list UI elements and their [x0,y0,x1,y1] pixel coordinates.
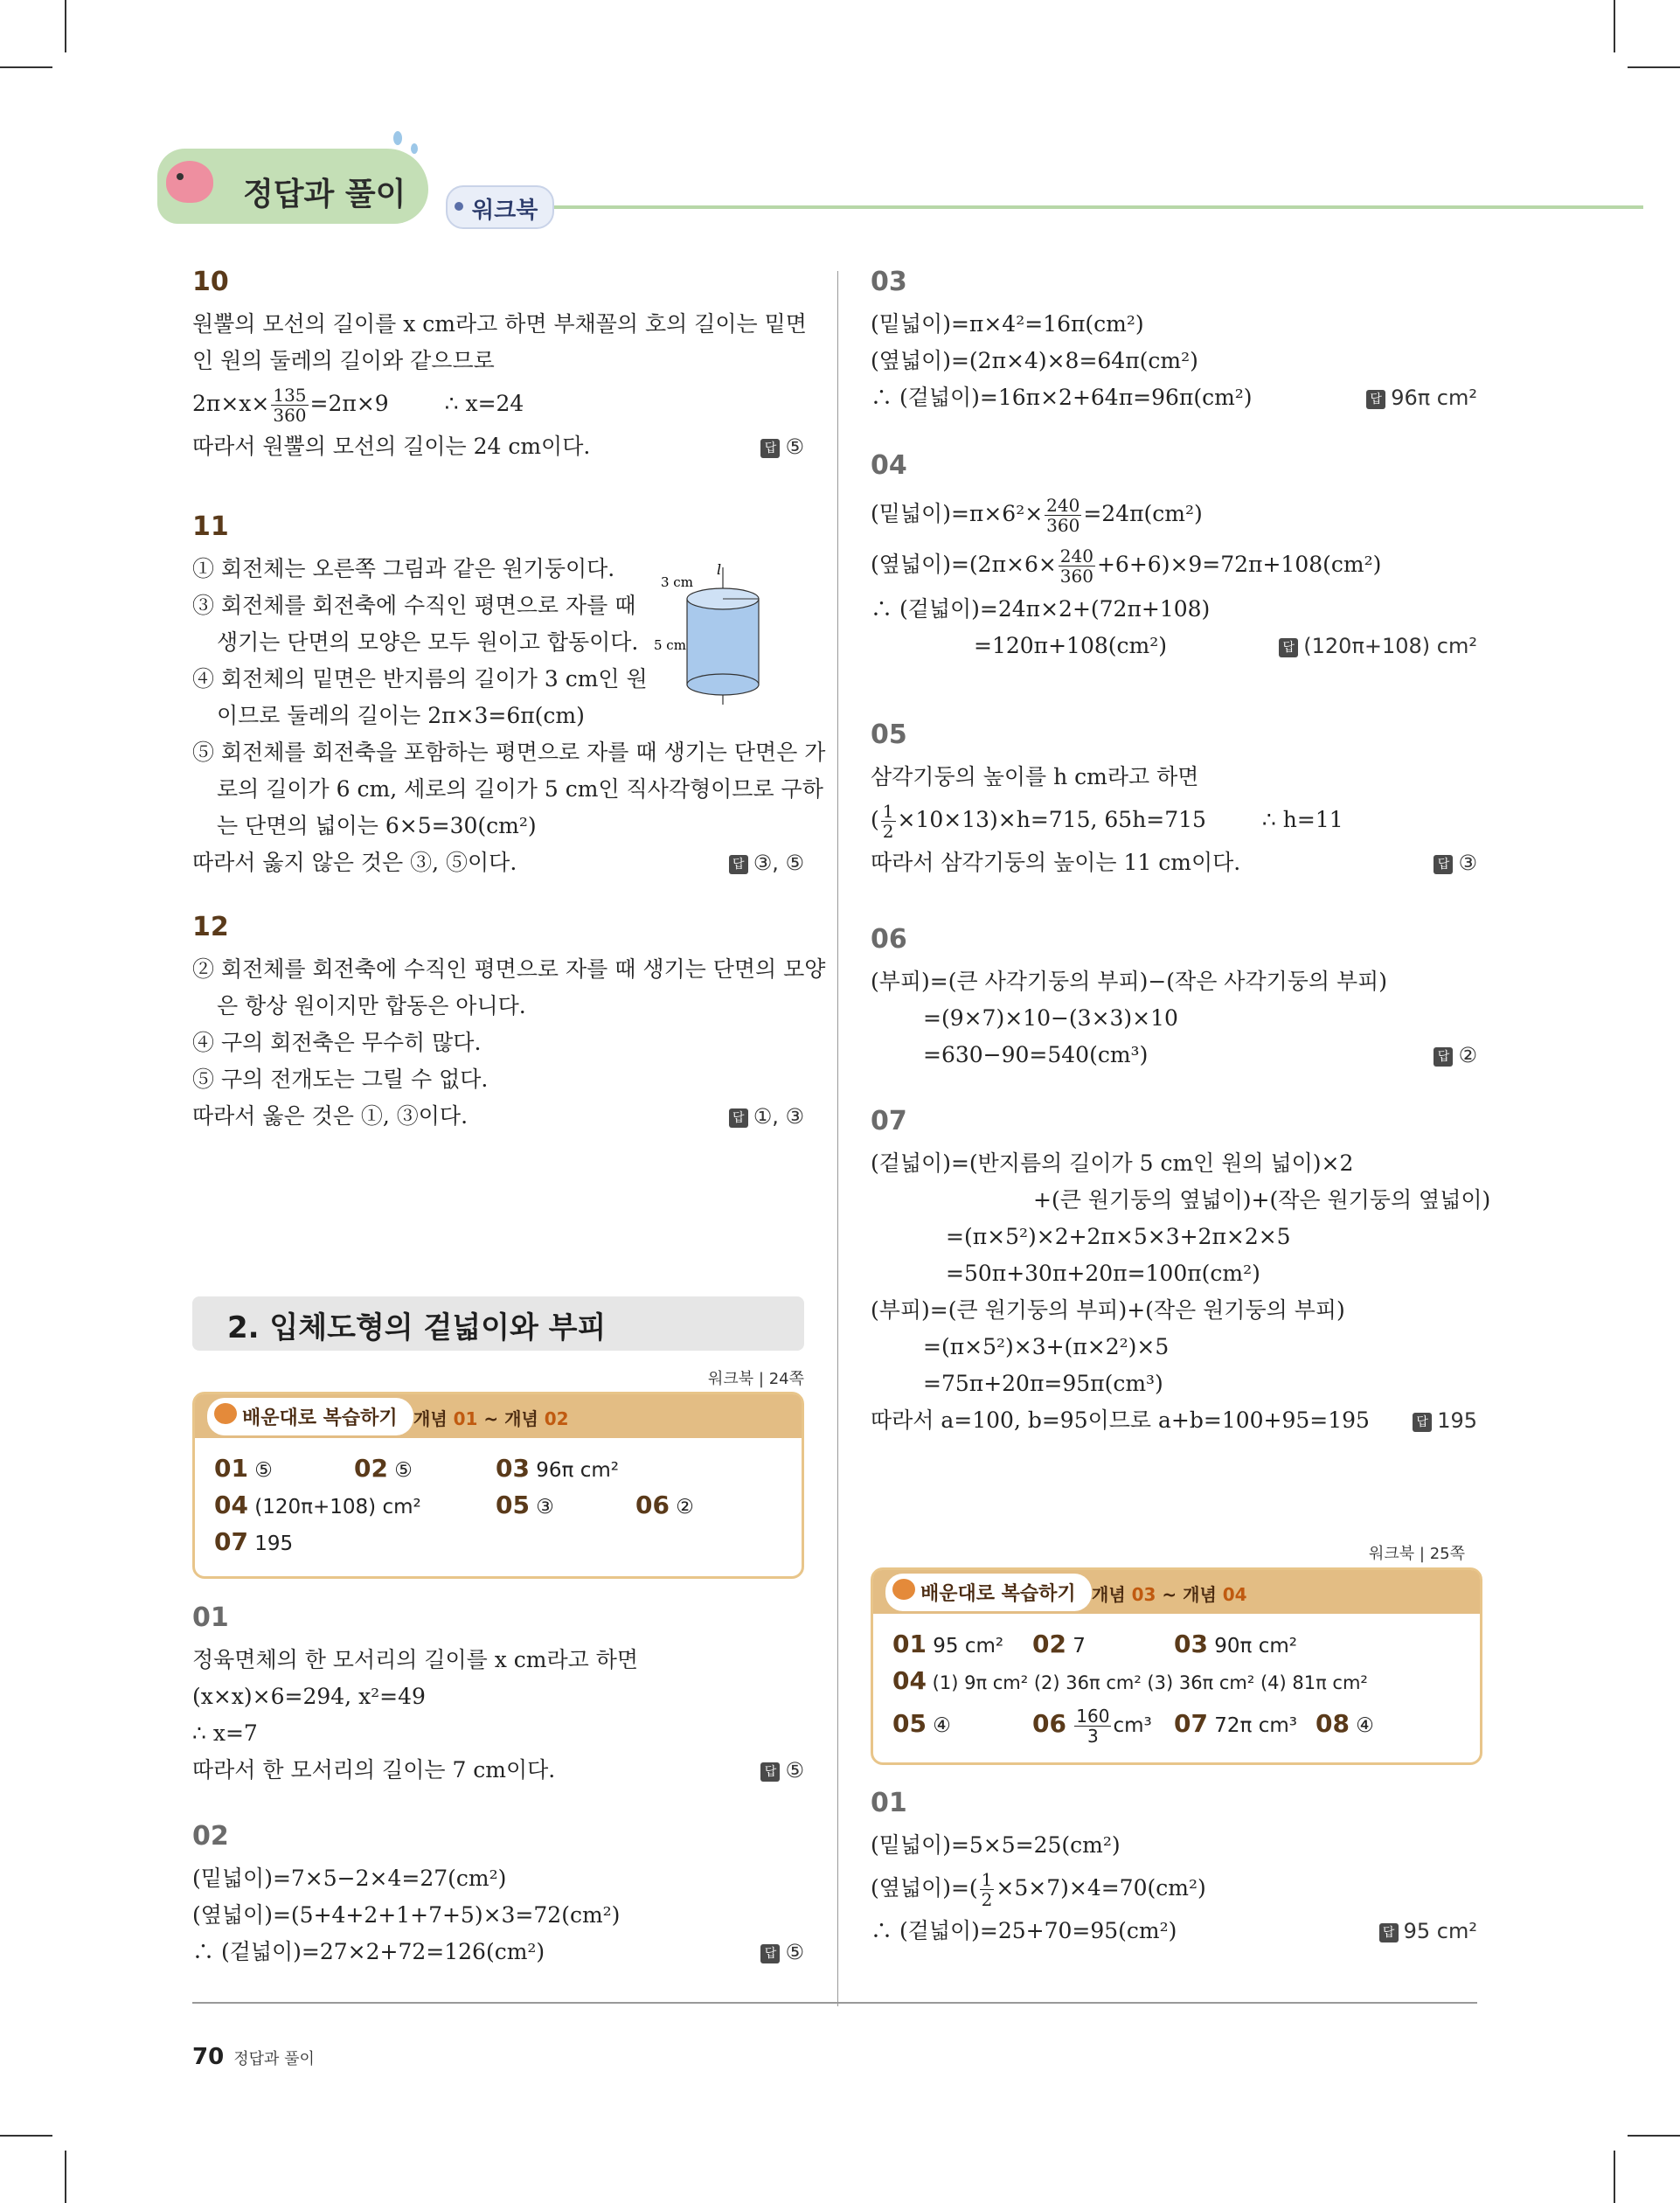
concept-text: 개념 [413,1408,454,1429]
text-line [192,1752,804,1789]
review-row [214,1487,821,1524]
fraction-denominator: 360 [1046,515,1080,536]
answer-value: 195 [1437,1408,1477,1433]
concept-text: 개념 [1092,1584,1132,1605]
cylinder-bottom [687,674,759,695]
text-line: (밑넓이)=π×4²=16π(cm²) [871,311,1144,337]
item-number: 05 [892,1709,927,1738]
review-item [1032,1699,1152,1750]
answer-icon: 답 [1379,1923,1399,1942]
review-item [214,1450,273,1489]
text-line: ⑤ 구의 전개도는 그릴 수 없다. [192,1067,489,1092]
review-item [496,1487,554,1525]
radius-label: 3 cm [661,574,693,590]
item-answer: ⑤ [254,1459,273,1482]
text-line [871,1402,1477,1439]
math-text: =24π(cm²) [1083,501,1203,526]
answer-badge [1279,628,1477,664]
problem-10 [192,267,807,465]
review-row [214,1524,821,1560]
water-drop-icon [411,143,418,154]
answer-value: 96π cm² [1391,386,1477,410]
review-item [496,1450,619,1489]
review-item [214,1524,293,1562]
cylinder-body [687,599,759,685]
concept-number: 02 [544,1408,569,1429]
text-line: ② 회전체를 회전축에 수직인 평면으로 자를 때 생기는 단면의 모양 [192,956,826,982]
conclusion-text: 따라서 삼각기둥의 높이는 11 cm이다. [871,850,1241,875]
text-line: =(9×7)×10−(3×3)×10 [923,1005,1178,1031]
text-line: 이므로 둘레의 길이는 2π×3=6π(cm) [217,703,585,728]
review-header [873,1570,1480,1614]
review-concept-range [413,1405,569,1430]
conclusion-text: ∴ (겉넓이)=27×2+72=126(cm²) [192,1939,545,1964]
water-drop-icon [393,131,402,145]
text-line: 로의 길이가 6 cm, 세로의 길이가 5 cm인 직사각형이므로 구하 [217,776,823,802]
review-tag [207,1398,413,1435]
review-concept-range [1092,1581,1247,1606]
review-header [195,1394,802,1438]
answer-value: ⑤ [785,1758,804,1783]
header-title: 정답과 풀이 [243,177,406,212]
conclusion-text: ∴ (겉넓이)=25+70=95(cm²) [871,1918,1177,1943]
fraction [1059,546,1095,586]
item-number: 06 [635,1491,670,1519]
item-answer: 72π cm³ [1214,1714,1297,1737]
problem-11 [192,511,826,881]
crop-mark [0,2135,52,2137]
column-divider [837,271,838,2006]
text-line: ∴ x=7 [192,1720,258,1746]
conclusion-text: ∴ (겉넓이)=16π×2+64π=96π(cm²) [871,385,1253,410]
whale-mascot-icon [166,161,213,203]
math-text: =2π×9 [309,391,389,416]
text-line: +(큰 원기둥의 옆넓이)+(작은 원기둥의 옆넓이) [1033,1187,1491,1213]
item-number: 08 [1316,1709,1350,1738]
equation-line [871,796,1477,844]
item-number: 04 [892,1666,927,1695]
review-item [892,1663,1368,1701]
item-number: 01 [214,1454,248,1483]
review-row [214,1450,821,1487]
fraction-denominator: 2 [882,821,894,842]
text-line [871,628,1477,664]
fraction [980,1870,995,1909]
question-06 [871,924,1477,1074]
answer-badge [729,1098,804,1135]
fraction-denominator: 2 [981,1889,993,1910]
problem-number: 11 [192,511,229,542]
text-line: ⑤ 회전체를 회전축을 포함하는 평면으로 자를 때 생기는 단면은 가 [192,740,826,765]
text-line: 삼각기둥의 높이를 h cm라고 하면 [871,764,1199,789]
answer-badge [1366,379,1477,416]
answer-badge [760,1752,804,1789]
problem-number: 10 [192,267,229,297]
text-line: (x×x)×6=294, x²=49 [192,1684,426,1709]
answer-value: ② [1458,1043,1477,1067]
concept-number: 01 [453,1408,478,1429]
problem-number: 06 [871,924,907,955]
review-item [214,1487,421,1525]
text-line [192,844,804,881]
question-01-b [871,1788,1477,1949]
concept-text: ~ 개념 [477,1408,545,1429]
item-answer: ③ [536,1496,554,1518]
question-04 [871,450,1477,664]
equation-line [871,539,1477,591]
item-number: 04 [214,1491,248,1519]
answer-badge [729,844,804,881]
crop-mark [1628,66,1680,68]
text-line [871,1913,1477,1949]
text-line [871,1037,1477,1074]
math-text: ×10×13)×h=715, 65h=715 [897,807,1206,832]
page-number: 70 [192,2044,225,2070]
answer-badge [1434,1037,1477,1074]
question-05 [871,719,1477,881]
review-answers [214,1450,821,1560]
text-line [192,428,804,465]
fox-mascot-icon [892,1579,915,1600]
fraction-numerator: 135 [273,385,307,406]
fraction-denominator: 3 [1087,1726,1099,1747]
review-item [1032,1626,1086,1664]
review-item [635,1487,694,1525]
fraction-numerator: 1 [882,801,894,822]
workbook-page-ref: 워크북 | 25쪽 [1369,1545,1465,1563]
item-answer: 195 [254,1532,294,1555]
page-header [157,131,1643,227]
review-item [1174,1699,1297,1750]
crop-mark [65,2151,66,2203]
item-number: 03 [496,1454,530,1483]
fraction [1045,496,1081,535]
fraction-numerator: 240 [1046,495,1080,516]
fraction [271,386,308,425]
text-line: 원뿔의 모선의 길이를 x cm라고 하면 부채꼴의 호의 길이는 밑면 [192,311,807,337]
text-line: (옆넓이)=(2π×4)×8=64π(cm²) [871,348,1198,373]
conclusion-text: 따라서 a=100, b=95이므로 a+b=100+95=195 [871,1407,1370,1433]
problem-number: 01 [192,1602,229,1633]
review-row [892,1626,1499,1663]
equation-line [871,1864,1477,1913]
text-line: (밑넓이)=5×5=25(cm²) [871,1832,1121,1858]
item-number: 01 [892,1630,927,1658]
answer-icon: 답 [1434,1047,1453,1067]
answer-value: ⑤ [785,1940,804,1964]
answer-value: ①, ③ [753,1104,804,1129]
item-answer: 90π cm² [1214,1635,1297,1657]
text-line: 는 단면의 넓이는 6×5=30(cm²) [217,813,537,838]
cylinder-figure [654,560,804,709]
bullet-icon [455,202,463,211]
item-number: 02 [354,1454,388,1483]
item-number: 07 [1174,1709,1208,1738]
answer-value: 95 cm² [1403,1919,1477,1943]
fraction-denominator: 360 [1059,566,1093,587]
concept-number: 03 [1131,1584,1156,1605]
text-line: (겉넓이)=(반지름의 길이가 5 cm인 원의 넓이)×2 [871,1150,1354,1176]
fraction-denominator: 360 [273,405,307,426]
question-07 [871,1106,1491,1439]
problem-number: 04 [871,450,907,481]
text-line: (부피)=(큰 원기둥의 부피)+(작은 원기둥의 부피) [871,1297,1345,1323]
answer-icon: 답 [760,1762,780,1782]
math-text: ∴ h=11 [1261,807,1343,832]
review-item [1174,1626,1297,1664]
item-answer: 95 cm² [933,1635,1004,1657]
review-box [192,1392,804,1579]
fraction-numerator: 1 [981,1869,993,1890]
header-subtitle-pill [446,185,554,229]
answer-icon: 답 [1413,1413,1432,1432]
item-number: 07 [214,1527,248,1556]
problem-12 [192,912,826,1135]
header-subtitle: 워크북 [472,198,538,224]
text-line [192,1098,804,1135]
answer-icon: 답 [1434,855,1453,874]
text-line [192,1934,804,1970]
answer-icon: 답 [1279,638,1298,657]
answer-icon: 답 [1366,390,1385,409]
math-text: ( [871,807,879,832]
answer-value: ⑤ [785,434,804,459]
problem-number: 05 [871,719,907,750]
fraction-numerator: 240 [1059,546,1093,566]
conclusion-text: 따라서 옳지 않은 것은 ③, ⑤이다. [192,850,517,875]
answer-badge [1379,1913,1477,1949]
item-answer: 96π cm² [536,1459,619,1482]
text-line: =75π+20π=95π(cm³) [923,1371,1163,1396]
concept-text: ~ 개념 [1156,1584,1223,1605]
math-text: +6+6)×9=72π+108(cm²) [1096,552,1382,577]
text-line: ③ 회전체를 회전축에 수직인 평면으로 자를 때 [192,593,636,618]
problem-number: 02 [192,1821,229,1852]
text-line: (밑넓이)=7×5−2×4=27(cm²) [192,1866,507,1891]
fraction [1074,1706,1111,1746]
height-label: 5 cm [654,637,686,653]
item-answer: (120π+108) cm² [254,1496,421,1518]
review-item [1316,1699,1374,1750]
review-box [871,1567,1482,1765]
answer-badge [1434,844,1477,881]
axis-label: l [717,561,722,578]
item-number: 03 [1174,1630,1208,1658]
text-line: 은 항상 원이지만 합동은 아니다. [217,993,526,1018]
problem-number: 12 [192,912,229,942]
item-answer: (1) 9π cm² (2) 36π cm² (3) 36π cm² (4) 81π cm² [932,1672,1368,1693]
item-answer: ⑤ [394,1459,413,1482]
text-line: ① 회전체는 오른쪽 그림과 같은 원기둥이다. [192,556,615,581]
question-03 [871,267,1477,416]
crop-mark [1614,2151,1615,2203]
footer-rule [192,2002,1477,2004]
fraction [881,802,896,841]
answer-icon: 답 [760,1944,780,1963]
math-text: ∴ x=24 [444,391,524,416]
equation-line [192,379,804,428]
conclusion-text: =120π+108(cm²) [974,633,1167,658]
question-01 [192,1602,804,1789]
fox-mascot-icon [214,1403,237,1424]
answer-icon: 답 [729,855,748,874]
crop-mark [0,66,52,68]
text-line: (옆넓이)=(5+4+2+1+7+5)×3=72(cm²) [192,1902,621,1928]
text-line: 생기는 단면의 모양은 모두 원이고 합동이다. [217,629,639,655]
item-answer: ④ [1356,1714,1374,1737]
answer-value: ③, ⑤ [753,851,804,875]
conclusion-text: =630−90=540(cm³) [923,1042,1149,1067]
equation-line [871,490,1477,539]
math-text: (밑넓이)=π×6²× [871,501,1044,526]
review-row [892,1663,1499,1699]
section-title: 2. 입체도형의 겉넓이와 부피 [227,1310,607,1345]
math-text: (옆넓이)=( [871,1875,978,1901]
footer-label: 정답과 풀이 [233,2050,315,2068]
review-row [892,1699,1499,1748]
math-text: (옆넓이)=(2π×6× [871,552,1057,577]
item-number: 06 [1032,1709,1066,1738]
review-answers [892,1626,1499,1748]
item-number: 02 [1032,1630,1066,1658]
review-tag [885,1574,1092,1611]
review-tag-label: 배운대로 복습하기 [242,1407,398,1429]
text-line: ∴ (겉넓이)=24π×2+(72π+108) [871,596,1211,622]
review-item [892,1699,951,1750]
item-answer: 7 [1073,1635,1086,1657]
text-line: 인 원의 둘레의 길이와 같으므로 [192,348,495,373]
text-line: ④ 구의 회전축은 무수히 많다. [192,1030,482,1055]
answer-badge [760,1934,804,1970]
problem-number: 07 [871,1106,907,1136]
crop-mark [65,0,66,52]
conclusion-text: 따라서 원뿔의 모선의 길이는 24 cm이다. [192,434,591,459]
conclusion-text: 따라서 옳은 것은 ①, ③이다. [192,1103,469,1129]
text-line: 정육면체의 한 모서리의 길이를 x cm라고 하면 [192,1647,639,1672]
concept-number: 04 [1222,1584,1247,1605]
math-text: 2π×x× [192,391,270,416]
review-item [892,1626,1003,1664]
item-answer: ② [676,1496,694,1518]
item-unit: cm³ [1113,1714,1152,1737]
header-rule [446,205,1643,209]
text-line [871,844,1477,881]
text-line: =(π×5²)×2+2π×5×3+2π×2×5 [946,1224,1291,1249]
fraction-numerator: 160 [1076,1706,1110,1727]
answer-badge [760,428,804,465]
item-answer: ④ [933,1714,951,1737]
answer-icon: 답 [760,439,780,458]
answer-badge [1413,1402,1477,1439]
question-02 [192,1821,804,1970]
text-line: ④ 회전체의 밑면은 반지름의 길이가 3 cm인 원 [192,666,648,691]
review-item [354,1450,413,1489]
text-line [871,379,1477,416]
conclusion-text: 따라서 한 모서리의 길이는 7 cm이다. [192,1757,556,1783]
crop-mark [1628,2135,1680,2137]
math-text: ×5×7)×4=70(cm²) [996,1875,1206,1901]
answer-value: (120π+108) cm² [1303,634,1477,658]
text-line: (부피)=(큰 사각기둥의 부피)−(작은 사각기둥의 부피) [871,969,1388,994]
answer-icon: 답 [729,1108,748,1128]
problem-number: 01 [871,1788,907,1818]
problem-number: 03 [871,267,907,297]
section-title-bar [192,1296,804,1351]
item-number: 05 [496,1491,530,1519]
text-line: =(π×5²)×3+(π×2²)×5 [923,1334,1170,1359]
text-line: =50π+30π+20π=100π(cm²) [946,1261,1260,1286]
review-tag-label: 배운대로 복습하기 [920,1583,1076,1605]
crop-mark [1614,0,1615,52]
answer-value: ③ [1458,851,1477,875]
workbook-page-ref: 워크북 | 24쪽 [708,1370,804,1388]
page-footer [192,2044,315,2070]
